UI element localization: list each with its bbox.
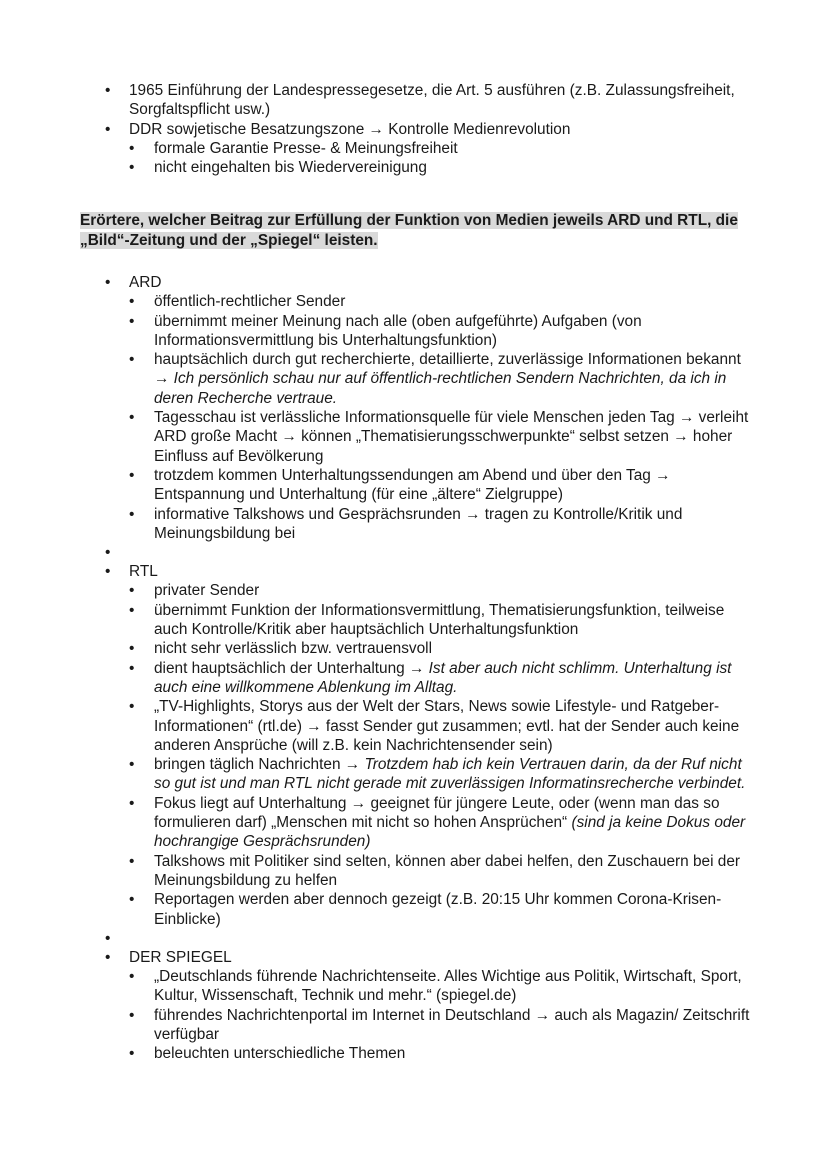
media-rtl [129, 562, 769, 929]
sub-list-item: • öffentlich-rechtlicher Sender [154, 292, 754, 311]
media-ard [129, 273, 769, 543]
list-item: • 1965 Einführung der Landespressegesetze, die Art. 5 ausführen (z.B. Zulassungsfreiheit, Sorgfaltspflicht usw.) [129, 81, 769, 120]
intro-list [129, 81, 769, 177]
media-title: DER SPIEGEL [129, 948, 232, 966]
media-title: RTL [129, 563, 158, 581]
sub-list-item: • formale Garantie Presse- & Meinungsfreiheit [154, 139, 754, 158]
task-heading: Erörtere, welcher Beitrag zur Erfüllung der Funktion von Medien jeweils ARD und RTL, die „Bild“-Zeitung und der „Spiegel“ leisten. [80, 212, 738, 249]
sub-list-item: • übernimmt Funktion der Informationsvermittlung, Thematisierungsfunktion, teilweise auch Kontrolle/Kritik aber hauptsächlich Unterhaltungsfunktion [154, 601, 754, 640]
sub-list-item: • führendes Nachrichtenportal im Internet in Deutschland → auch als Magazin/ Zeitschrift verfügbar [154, 1006, 754, 1045]
sub-list-item: • informative Talkshows und Gesprächsrunden → tragen zu Kontrolle/Kritik und Meinungsbildung bei [154, 505, 754, 544]
spacer [129, 929, 769, 948]
sub-list-item: • beleuchten unterschiedliche Themen [154, 1044, 754, 1063]
list-item: • DDR sowjetische Besatzungszone → Kontrolle Medienrevolution • formale Garantie Presse- & Meinungsfreiheit • nicht eingehalten bis Wiedervereinigung [129, 120, 769, 178]
sub-list [154, 139, 754, 178]
media-section [0, 273, 769, 1064]
sub-list-item: • nicht eingehalten bis Wiedervereinigung [154, 158, 754, 177]
spiegel-points [154, 967, 754, 1063]
intro-section [0, 81, 769, 177]
media-title: ARD [129, 274, 162, 291]
media-spiegel [129, 948, 769, 1064]
ard-points [154, 292, 754, 543]
sub-list-item: • bringen täglich Nachrichten → Trotzdem hab ich kein Vertrauen darin, da der Ruf nicht so gut ist und man RTL nicht gerade mit zuverlässigen Informatinsrecherche verbindet. [154, 755, 754, 794]
sub-list-item: • Tagesschau ist verlässliche Informationsquelle für viele Menschen jeden Tag → verleiht ARD große Macht → können „Thematisierungsschwerpunkte“ selbst setzen → hoher Einfluss auf Bevölkerung [154, 408, 754, 466]
sub-list-item: • Reportagen werden aber dennoch gezeigt (z.B. 20:15 Uhr kommen Corona-Krisen-Einblicke) [154, 890, 754, 929]
sub-list-item: • „TV-Highlights, Storys aus der Welt der Stars, News sowie Lifestyle- und Ratgeber-Informationen“ (rtl.de) → fasst Sender gut zusammen; evtl. hat der Sender auch keine anderen Ansprüche (will z.B. kein Nachrichtensender sein) [154, 697, 754, 755]
sub-list-item: • Fokus liegt auf Unterhaltung → geeignet für jüngere Leute, oder (wenn man das so formulieren darf) „Menschen mit nicht so hohen Ansprüchen“ (sind ja keine Dokus oder hochrangige Gesprächsrunden) [154, 794, 754, 852]
sub-list-item: • dient hauptsächlich der Unterhaltung → Ist aber auch nicht schlimm. Unterhaltung ist auch eine willkommene Ablenkung im Alltag. [154, 659, 754, 698]
media-list [129, 273, 769, 1064]
sub-list-item: • hauptsächlich durch gut recherchierte, detaillierte, zuverlässige Informationen bekannt → Ich persönlich schau nur auf öffentlich-rechtlichen Sendern Nachrichten, da ich in deren Recherche vertraue. [154, 350, 754, 408]
sub-list-item: • nicht sehr verlässlich bzw. vertrauensvoll [154, 639, 754, 658]
sub-list-item: • übernimmt meiner Meinung nach alle (oben aufgeführte) Aufgaben (von Informationsvermittlung bis Unterhaltungsfunktion) [154, 312, 754, 351]
sub-list-item: • „Deutschlands führende Nachrichtenseite. Alles Wichtige aus Politik, Wirtschaft, Sport, Kultur, Wissenschaft, Technik und mehr.“ (spiegel.de) [154, 967, 754, 1006]
spacer [129, 543, 769, 562]
sub-list-item: • trotzdem kommen Unterhaltungssendungen am Abend und über den Tag → Entspannung und Unterhaltung (für eine „ältere“ Zielgruppe) [154, 466, 754, 505]
rtl-points [154, 581, 754, 928]
sub-list-item: • privater Sender [154, 581, 754, 600]
sub-list-item: • Talkshows mit Politiker sind selten, können aber dabei helfen, den Zuschauern bei der Meinungsbildung zu helfen [154, 852, 754, 891]
